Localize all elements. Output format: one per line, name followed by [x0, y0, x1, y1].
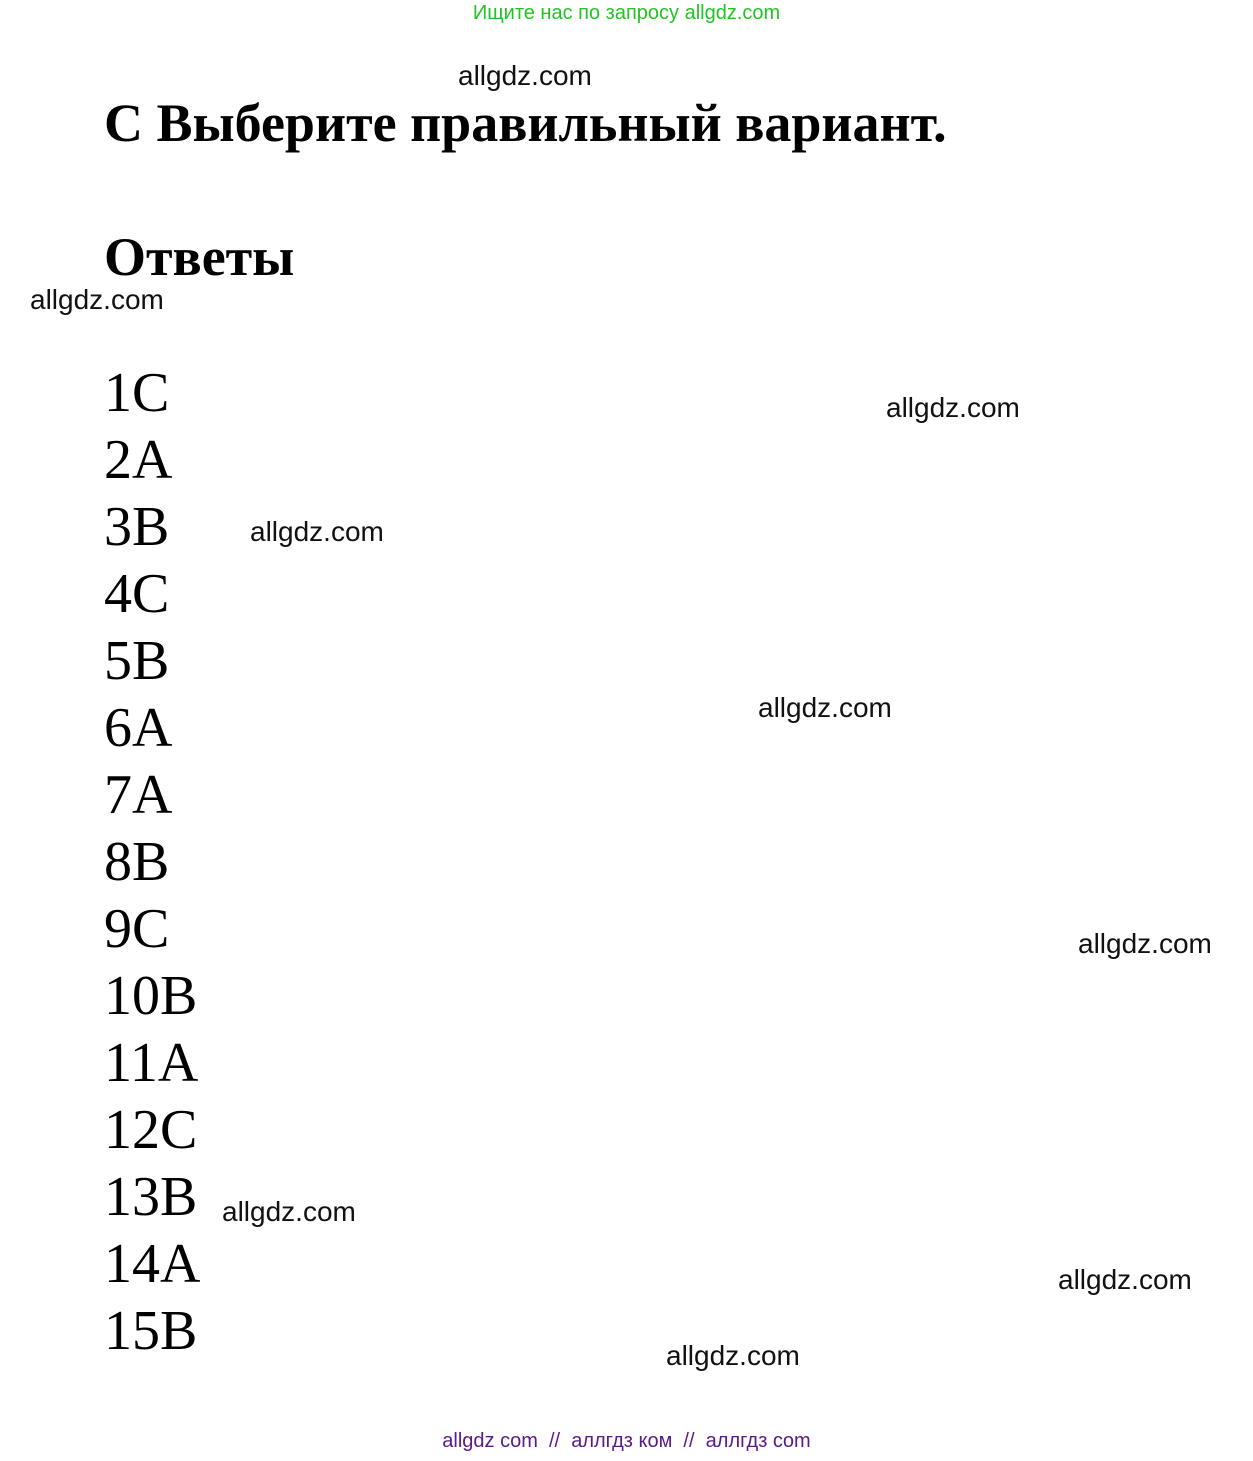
answers-heading: Ответы [104, 227, 295, 287]
answer-item: 4C [104, 563, 170, 625]
watermark: allgdz.com [886, 392, 1020, 423]
answer-item: 3B [104, 496, 170, 558]
watermark: allgdz.com [1058, 1264, 1192, 1295]
answer-item: 15B [104, 1300, 198, 1362]
watermark: allgdz.com [1078, 928, 1212, 959]
watermark: allgdz.com [758, 692, 892, 723]
answer-item: 13B [104, 1166, 198, 1228]
watermark: allgdz.com [222, 1196, 356, 1227]
answer-item: 12C [104, 1099, 198, 1161]
answer-item: 7A [104, 764, 173, 826]
answer-list [104, 360, 200, 1365]
answer-item: 14A [104, 1233, 201, 1295]
answer-item: 8B [104, 831, 170, 893]
answer-item: 9C [104, 898, 170, 960]
footer-links: allgdz com // аллгдз ком // аллгдз com [442, 1430, 811, 1452]
answer-item: 1C [104, 362, 170, 424]
answer-item: 10B [104, 965, 198, 1027]
watermark: allgdz.com [666, 1340, 800, 1371]
watermark: allgdz.com [250, 516, 384, 547]
task-title: C Выберите правильный вариант. [104, 93, 947, 153]
answer-item: 5B [104, 630, 170, 692]
watermark: allgdz.com [458, 60, 592, 91]
answer-item: 6A [104, 697, 173, 759]
top-banner: Ищите нас по запросу allgdz.com [472, 2, 781, 24]
watermark: allgdz.com [30, 284, 164, 315]
answer-item: 11A [104, 1032, 199, 1094]
answer-item: 2A [104, 429, 173, 491]
